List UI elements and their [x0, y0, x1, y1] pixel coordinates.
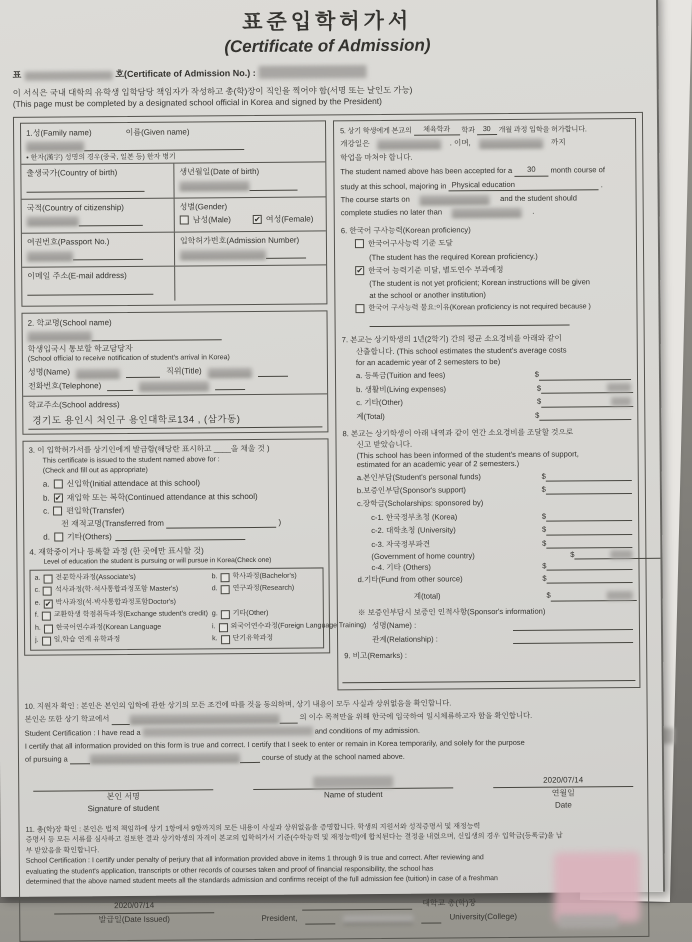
certificate-number-label: 호(Certificate of Admission No.) : [115, 67, 256, 80]
item-label: 편입학(Transfer) [66, 505, 125, 516]
given-name-label: 이름(Given name) [125, 127, 190, 137]
female-checkbox: ✔ [253, 214, 261, 224]
period: . [532, 207, 535, 217]
s10-en-line: I certify that all information provided on this form is true and correct. I certify that I seek to enter or remain in Korea temporarily, and solely for the purpose [24, 737, 525, 751]
school-name-label: 2. 학교명(School name) [27, 317, 112, 328]
sponsor-name-blank [513, 621, 633, 631]
school-address-label: 학교주소(School address) [28, 399, 120, 410]
close-paren: ) [278, 517, 282, 527]
item-letter: j. [35, 636, 39, 645]
item-letter: i. [211, 623, 216, 631]
section-10-applicant-certification [25, 696, 642, 815]
date-label-en: Date [554, 800, 572, 810]
item-letter: d. [211, 585, 218, 593]
redacted-value [378, 139, 442, 149]
currency-symbol: $ [535, 410, 540, 420]
currency-symbol: $ [542, 561, 547, 571]
item-letter: g. [211, 610, 218, 618]
section-3-english-2: (Check and fill out as appropriate) [42, 466, 148, 475]
signature-row [33, 774, 633, 816]
section-1-applicant [20, 120, 327, 306]
currency-symbol: $ [534, 370, 540, 380]
university-label-en: University(College) [449, 911, 518, 922]
redacted-value [139, 381, 209, 391]
email-label: 이메일 주소(E-mail address) [27, 271, 127, 282]
redacted-value [76, 369, 120, 378]
s10-en-line: and conditions of my admission. [314, 725, 420, 736]
instructions [13, 83, 643, 111]
support-row-label: c.장학금(Scholarships: sponsored by) [356, 498, 484, 509]
currency-symbol: $ [536, 396, 542, 406]
section-9-remarks [344, 648, 633, 684]
currency-symbol: $ [546, 591, 551, 601]
gender-label: 성별(Gender) [179, 201, 228, 212]
support-row-label: c-1. 한국정부초청 (Korea) [371, 512, 458, 522]
date-label-ko: 연월일 [551, 788, 575, 798]
item-letter: d. [43, 532, 50, 542]
item-letter: f. [34, 611, 39, 620]
school-seal-stamp [554, 852, 641, 923]
university-president-label-ko: 대학교 총(학)장 [422, 898, 477, 908]
korean-language-checkbox [44, 624, 53, 633]
item-label: 일,학습 연계 유학과정 [53, 636, 121, 644]
section-7-title: 7. 본교는 상기학생의 1년(2학기) 간의 평균 소요경비를 아래와 같이 [341, 333, 562, 345]
item-english: at the school or another institution) [369, 289, 486, 300]
redacted-value [479, 139, 543, 149]
male-checkbox [180, 215, 189, 224]
right-column [333, 118, 640, 691]
section-11-president-certification [26, 821, 643, 927]
item-label: 재입학 또는 복학(Continued attendance at this school) [66, 491, 258, 502]
hanja-note: • 한자(漢字) 성명의 경우(중국, 일본 등) 한자 병기 [26, 153, 176, 162]
s11-en-line: School Certification : I certify under penalty of perjury that all information provided above in items 1 through 9 is true and correct. After reviewing and [25, 854, 484, 866]
redacted-value [27, 251, 73, 260]
start-date-ko: . 이며, [449, 138, 471, 148]
start-line-en: and the student should [500, 193, 577, 204]
form-body [13, 112, 649, 942]
redacted-value [607, 591, 633, 600]
cost-row-label: c. 기타(Other) [356, 397, 403, 408]
item-letter: h. [34, 624, 41, 632]
start-line-en: The course starts on [340, 194, 410, 205]
transferred-from-label: 전 재적교명(Transferred from [61, 518, 164, 529]
redacted-value [313, 776, 393, 789]
s11-en-line: determined that the above named student meets all the standards admission and confirms receipt of the full admission fee (tuition) in case of a freshman [25, 875, 498, 887]
item-label: 연구과정(Research) [232, 584, 295, 593]
item-label: 신입학(Initial attendace at this school) [66, 478, 201, 489]
course-line-ko: 개월 과정 입학을 허가합니다. [498, 124, 587, 134]
major-line-en: study at this school, majoring in [340, 181, 447, 191]
school-address-value: 경기도 용인시 처인구 용인대학로134 , (삼가동) [28, 410, 322, 430]
section-8-title: 8. 본교는 상기학생이 아래 내역과 같이 연간 소요경비를 조달할 것으로 [342, 427, 574, 439]
support-row-label: a.본인부담(Student's personal funds) [356, 471, 481, 482]
masters-checkbox [43, 587, 52, 596]
item-label: 교환학생 학점취득과정(Exchange student's credit) [53, 610, 208, 619]
sponsor-relationship-blank [513, 634, 633, 644]
redacted-value [26, 142, 84, 151]
passport-no-label: 여권번호(Passport No.) [26, 237, 110, 247]
redacted-value [607, 383, 631, 392]
redacted-value [343, 915, 413, 925]
section-3-english-1: This certificate is issued to the student named above for : [42, 456, 220, 465]
proficiency-met-checkbox [355, 240, 364, 249]
item-label: 단기유학과정 [232, 635, 274, 643]
short-term-checkbox [221, 635, 230, 644]
support-row-label: c-4. 기타 (Others) [371, 562, 431, 572]
currency-symbol: $ [541, 471, 546, 481]
amount-blank [539, 371, 631, 381]
work-study-checkbox [42, 637, 51, 646]
redacted-value [208, 368, 252, 377]
redacted-value [610, 550, 632, 559]
section-7-sub-en: for an academic year of 2 semesters to be) [355, 357, 501, 368]
female-label: 여성(Female) [265, 214, 314, 224]
item-label: 석사과정(학·석사통합과정포함 Master's) [55, 585, 179, 594]
date-of-birth-label: 생년월일(Date of birth) [179, 167, 260, 177]
support-row-label: c-2. 대학초청 (University) [371, 525, 456, 536]
instructions-korean: 이 서식은 국내 대학의 유학생 입학담당 책임자가 작성하고 총(학)장이 직인을 찍어야 함(서명 또는 날인도 가능) [12, 84, 413, 98]
section-3-and-4 [22, 439, 367, 656]
item-letter: c. [43, 506, 50, 516]
item-label: 기타(Other) [232, 610, 269, 618]
redacted-value [28, 332, 92, 342]
cost-row-label: a. 등록금(Tuition and fees) [355, 370, 446, 381]
issue-row [54, 896, 634, 927]
item-label: 기타(Others) [66, 532, 112, 542]
currency-symbol: $ [570, 549, 575, 560]
section-4-title: 4. 재학중이거나 등록할 과정 (한 곳에만 표시할 것) [29, 546, 204, 558]
currency-symbol: $ [536, 383, 542, 393]
s10-ko-line: 의 이수 목적만을 위해 한국에 입국하여 일시체류하고자 함을 확인합니다. [299, 711, 533, 723]
item-label: 한국어연수과정(Korean Language [55, 623, 162, 632]
section-5-course [340, 123, 630, 219]
bachelors-checkbox [220, 573, 229, 582]
item-label: 학사과정(Bachelor's) [232, 572, 297, 580]
name-blank [84, 141, 244, 151]
remarks-label: 9. 비고(Remarks) : [344, 650, 408, 661]
contact-korean: 학생입국시 통보할 학교담당자 [27, 343, 133, 354]
item-letter: k. [212, 635, 218, 643]
s10-en-line: course of study at the school named above. [261, 751, 405, 762]
transfer-checkbox [53, 506, 62, 515]
section-3-title: 3. 이 입학허가서를 상기인에게 발급함(해당란 표시하고 ____을 채울 것 ) [28, 444, 270, 456]
signature-label-ko: 본인 서명 [106, 791, 140, 802]
student-name-label: Name of student [323, 789, 383, 800]
contact-title-label: 직위(Title) [166, 366, 202, 377]
telephone-label: 전화번호(Telephone) [28, 380, 102, 391]
sponsor-name-label: 성명(Name) : [371, 620, 417, 631]
transferred-from-blank [166, 519, 276, 529]
course-line-en: month course of [550, 165, 605, 175]
item-letter: b. [42, 493, 50, 503]
continued-attendance-checkbox: ✔ [54, 493, 62, 503]
redacted-value [129, 714, 279, 724]
finish-ko: 학업을 마쳐야 합니다. [340, 152, 413, 163]
section-7-costs [342, 332, 632, 422]
others-checkbox [54, 533, 63, 542]
cost-row-label: 계(Total) [356, 411, 385, 421]
s11-ko-line: 증명서 등 모든 서류를 심사하고 검토한 결과 상기학생의 자격이 본교의 입학허가서 기준(수학능력 및 재정능력)에 합치된다는 결정을 내렸으며, 신입생의 경우 입학금(등록금)을 납 [25, 832, 563, 845]
currency-symbol: $ [541, 524, 547, 534]
research-checkbox [221, 585, 230, 594]
family-name-label: 1.성(Family name) [26, 127, 92, 138]
country-of-birth-blank [26, 182, 144, 192]
president-label: President, [261, 913, 298, 923]
item-label: 한국어구사능력 기준 도달 [367, 238, 453, 249]
date-issued-label: 발급일(Date Issued) [98, 914, 170, 925]
contact-english: (School official to receive notification of student's arrival in Korea) [27, 354, 230, 364]
s11-ko-line: 부 받았음을 확인합니다. [25, 847, 100, 855]
item-letter: e. [34, 599, 41, 607]
item-letter: a. [34, 574, 41, 582]
section-2-school [21, 310, 328, 435]
complete-line-en: complete studies no later than [340, 207, 443, 218]
contact-name-label: 성명(Name) [27, 367, 71, 378]
item-label: 전문학사과정(Associate's) [55, 573, 136, 582]
exchange-checkbox [42, 612, 51, 621]
redacted-value [90, 753, 240, 763]
section-8-en: (This school has been informed of the student's means of support, [356, 449, 579, 460]
item-label: 한국어 구사능력 불요:이유(Korean proficiency is not required because ) [368, 302, 591, 313]
department-value: 체육학과 [414, 124, 460, 136]
course-line-ko: 5. 상기 학생에게 본교의 [340, 125, 412, 135]
admission-number-label: 입학허가번호(Admission Number) [179, 235, 300, 246]
months-value: 30 [477, 124, 497, 136]
initial-attendance-checkbox [53, 480, 62, 489]
support-row-label: (Government of home country) [371, 550, 475, 561]
course-line-en: The student named above has been accepted for a [340, 166, 513, 177]
redacted-value [452, 208, 522, 218]
item-label: 한국어 능력기준 미달, 별도연수 부과예정 [368, 265, 504, 276]
cost-row-label: b. 생활비(Living expenses) [356, 384, 447, 394]
redacted-value [27, 216, 79, 225]
s10-ko-line: 본인은 또한 상기 학교에서 [24, 714, 110, 725]
redacted-value [180, 249, 266, 259]
reason-blank [370, 317, 570, 328]
s10-en-line: of pursuing a [24, 754, 68, 764]
school-name-blank [92, 331, 222, 341]
s11-en-line: evaluating the student's application, transcripts or other records of courses taken and proof of financial responsibility, the school has [25, 865, 434, 876]
support-row-label: b.보증인부담(Sponsor's support) [356, 485, 466, 496]
period: . [600, 179, 603, 189]
currency-symbol: $ [542, 573, 547, 583]
date-of-birth-blank [249, 181, 297, 190]
s10-ko-line: 10. 지원자 확인 : 본인은 본인의 입학에 관한 상기의 모든 조건에 따를 것을 동의하며, 상기 내용이 모두 사실과 상위없음을 확인합니다. [24, 698, 452, 712]
support-row-label: c-3. 자국정부파견 [371, 539, 431, 549]
citizenship-label: 국적(Country of citizenship) [26, 202, 124, 213]
others-blank [116, 531, 246, 541]
admission-number-blank [266, 250, 306, 259]
section-8-support [342, 426, 633, 645]
redacted-value [143, 727, 313, 737]
proficiency-not-required-checkbox [355, 304, 364, 313]
other-checkbox [221, 610, 230, 619]
major-value: Physical education [449, 178, 599, 192]
section-4-english: Level of education the student is pursuing or will pursue in Korea(Check one) [43, 557, 272, 567]
date-value: 2020/07/14 [493, 774, 633, 788]
course-line-ko: 학과 [461, 124, 475, 135]
country-of-birth-label: 출생국가(Country of birth) [26, 168, 118, 178]
item-label: 외국어연수과정(Foreign Language Training) [230, 621, 367, 630]
item-letter: a. [42, 479, 50, 489]
proficiency-not-met-checkbox: ✔ [356, 266, 364, 276]
currency-symbol: $ [541, 511, 547, 521]
redacted-value [179, 181, 249, 191]
section-7-sub: 산출합니다. (This school estimates the student's average costs [355, 345, 567, 356]
redacted-value [420, 195, 490, 205]
start-date-ko: 까지 [550, 137, 566, 148]
item-english: (The student is not yet proficient; Korean instructions will be given [369, 277, 591, 289]
certificate-number-line [13, 63, 643, 81]
s10-en-line: Student Certification : I have read a [24, 727, 141, 738]
item-letter: b. [211, 573, 218, 581]
start-date-ko: 개강일은 [340, 139, 370, 149]
foreign-language-checkbox [218, 623, 227, 632]
item-letter: c. [34, 586, 41, 595]
certificate-number-prefix: 표 [12, 69, 22, 80]
signature-label-en: Signature of student [87, 803, 160, 814]
sponsor-relationship-label: 관계(Relationship) : [372, 634, 438, 644]
citizenship-blank [79, 217, 143, 227]
item-label: 박사과정(석·박사통합과정포함Doctor's) [55, 598, 176, 607]
page-title-korean: 표준입학허가서 [242, 9, 413, 35]
associates-checkbox [43, 574, 52, 583]
sponsor-note: ※ 보증인부담시 보증인 인적사항(Sponsor's information) [357, 606, 546, 617]
support-row-label: d.기타(Fund from other source) [357, 574, 463, 585]
doctors-checkbox: ✔ [44, 599, 52, 609]
male-label: 남성(Male) [192, 214, 231, 225]
remarks-blank [342, 659, 635, 683]
redacted-value [611, 397, 631, 406]
email-blank [27, 285, 153, 295]
redacted-value [24, 71, 112, 81]
passport-no-blank [73, 251, 143, 261]
section-6-proficiency [341, 223, 631, 328]
section-8-sub: 신고 받았습니다. [356, 440, 413, 450]
total-label: 계(total) [413, 591, 441, 602]
empty-cell [174, 266, 326, 301]
instructions-english: (This page must be completed by a designated school official in Korea and signed by the President) [12, 96, 382, 110]
currency-symbol: $ [541, 484, 546, 494]
s11-ko-line: 11. 총(학)장 확인 : 본인은 법적 책임하에 상기 1항에서 9항까지의 모든 내용이 사실과 상위없음을 증명합니다. 학생의 지원서와 성적증명서 및 재정능력 [25, 823, 481, 834]
page-title-english: (Certificate of Admission) [224, 35, 431, 57]
currency-symbol: $ [542, 538, 547, 548]
section-8-en: estimated for an academic year of 2 semesters.) [356, 459, 520, 470]
redacted-value [259, 65, 367, 79]
education-level-grid [30, 567, 367, 650]
item-english: (The student has the required Korean proficiency.) [369, 251, 538, 262]
redacted-value [558, 914, 618, 928]
date-issued-value: 2020/07/14 [54, 899, 214, 914]
months-value-en: 30 [514, 164, 548, 177]
section-6-title: 6. 한국어 구사능력(Korean proficiency) [340, 225, 471, 236]
